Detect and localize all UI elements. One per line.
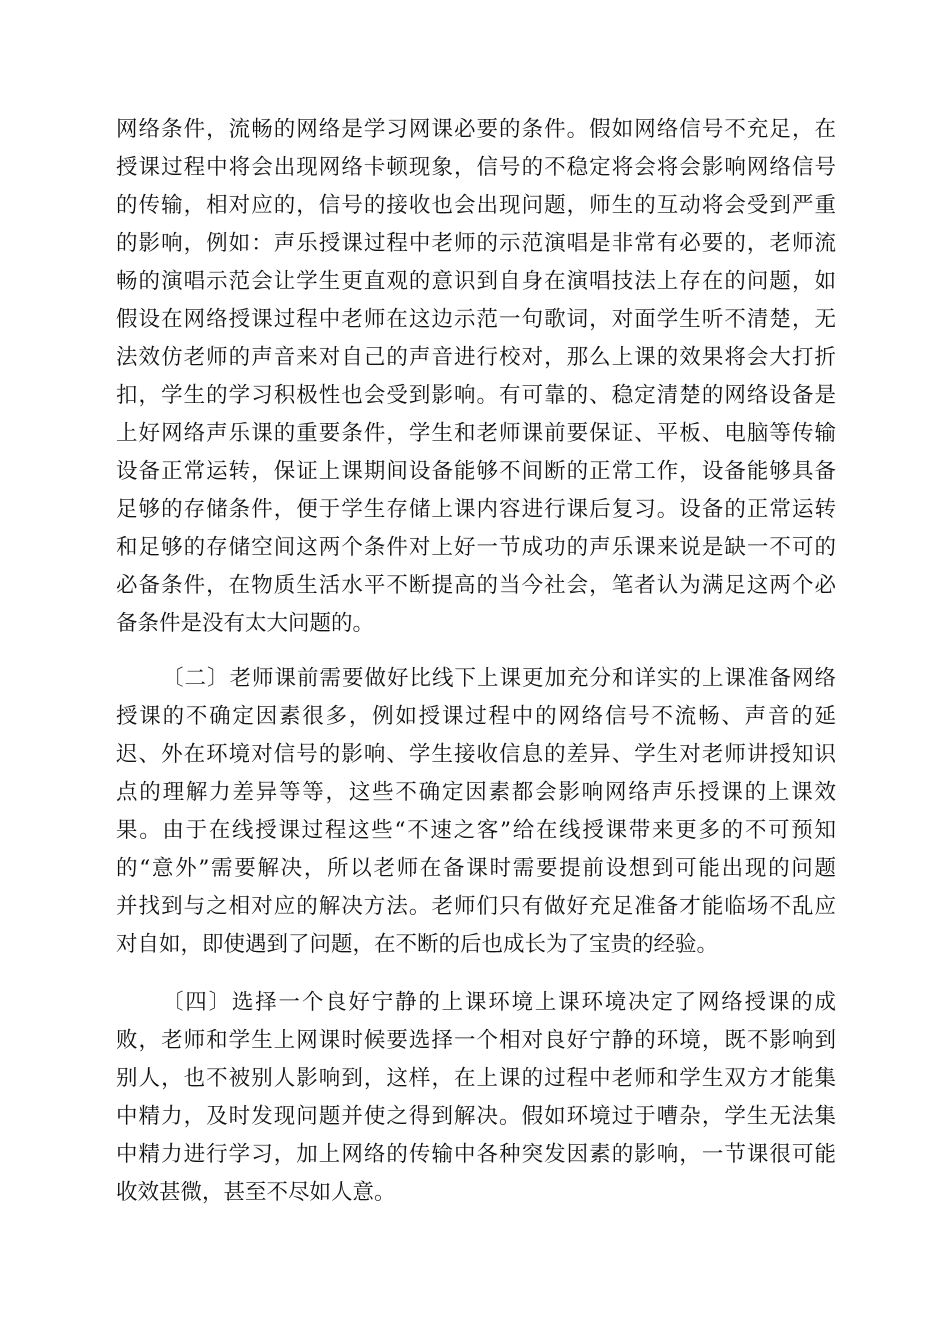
- text-line: 备条件是没有太大问题的。: [116, 611, 375, 636]
- text-line: 必备条件，在物质生活水平不断提高的当今社会，笔者认为满足这两个必: [116, 573, 836, 598]
- text-line: 点的理解力差异等等，这些不确定因素都会影响网络声乐授课的上课效: [116, 780, 836, 805]
- text-line: 授课的不确定因素很多，例如授课过程中的网络信号不流畅、声音的延: [116, 704, 836, 729]
- section-heading-line: 〔四〕选择一个良好宁静的上课环境上课环境决定了网络授课的成: [162, 990, 836, 1015]
- paragraph-section-four: [116, 984, 836, 1212]
- text-line: 别人，也不被别人影响到，这样，在上课的过程中老师和学生双方才能集: [116, 1066, 836, 1091]
- text-line: 设备正常运转，保证上课期间设备能够不间断的正常工作，设备能够具备: [116, 459, 836, 484]
- text-line: 畅的演唱示范会让学生更直观的意识到自身在演唱技法上存在的问题，如: [116, 269, 836, 294]
- text-line: 的“意外”需要解决，所以老师在备课时需要提前设想到可能出现的问题: [116, 856, 836, 881]
- text-line: 授课过程中将会出现网络卡顿现象，信号的不稳定将会将会影响网络信号: [116, 155, 836, 180]
- text-line: 法效仿老师的声音来对自己的声音进行校对，那么上课的效果将会大打折: [116, 345, 836, 370]
- text-line: 果。由于在线授课过程这些“不速之客”给在线授课带来更多的不可预知: [116, 818, 836, 843]
- text-line: 的传输，相对应的，信号的接收也会出现问题，师生的互动将会受到严重: [116, 193, 836, 218]
- text-line: 中精力进行学习，加上网络的传输中各种突发因素的影响，一节课很可能: [116, 1142, 836, 1167]
- text-line: 收效甚微，甚至不尽如人意。: [116, 1180, 396, 1205]
- section-heading-line: 〔二〕老师课前需要做好比线下上课更加充分和详实的上课准备网络: [162, 666, 836, 691]
- paragraph-network-conditions: [116, 111, 836, 643]
- text-line: 败，老师和学生上网课时候要选择一个相对良好宁静的环境，既不影响到: [116, 1028, 836, 1053]
- text-line: 足够的存储条件，便于学生存储上课内容进行课后复习。设备的正常运转: [116, 497, 836, 522]
- text-line: 对自如，即使遇到了问题，在不断的后也成长为了宝贵的经验。: [116, 932, 719, 957]
- text-line: 中精力，及时发现问题并使之得到解决。假如环境过于嘈杂，学生无法集: [116, 1104, 836, 1129]
- text-line: 扣，学生的学习积极性也会受到影响。有可靠的、稳定清楚的网络设备是: [116, 383, 836, 408]
- text-line: 的影响，例如：声乐授课过程中老师的示范演唱是非常有必要的，老师流: [116, 231, 836, 256]
- text-line: 假设在网络授课过程中老师在这边示范一句歌词，对面学生听不清楚，无: [116, 307, 836, 332]
- text-line: 并找到与之相对应的解决方法。老师们只有做好充足准备才能临场不乱应: [116, 894, 836, 919]
- paragraph-section-two: [116, 660, 836, 964]
- text-line: 和足够的存储空间这两个条件对上好一节成功的声乐课来说是缺一不可的: [116, 535, 836, 560]
- text-line: 网络条件，流畅的网络是学习网课必要的条件。假如网络信号不充足，在: [116, 117, 836, 142]
- text-line: 迟、外在环境对信号的影响、学生接收信息的差异、学生对老师讲授知识: [116, 742, 836, 767]
- text-line: 上好网络声乐课的重要条件，学生和老师课前要保证、平板、电脑等传输: [116, 421, 836, 446]
